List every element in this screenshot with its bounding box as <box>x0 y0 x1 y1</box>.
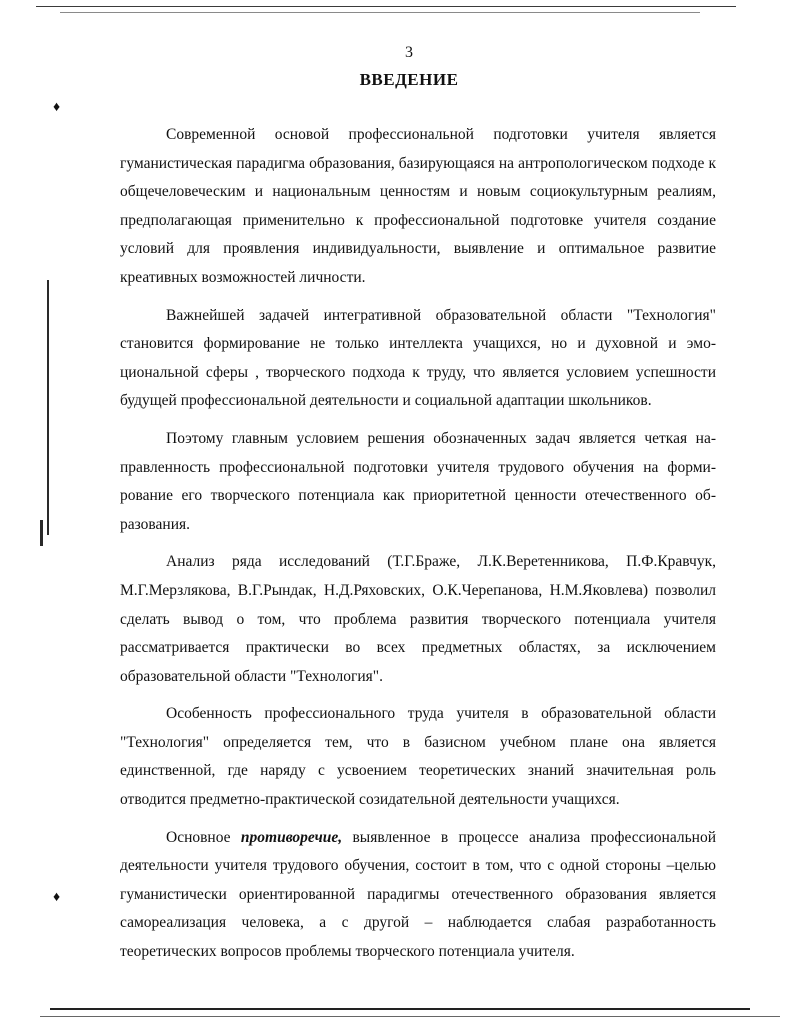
scan-edge-top-faint <box>60 12 700 13</box>
page-title: ВВЕДЕНИЕ <box>359 70 459 89</box>
scan-edge-bottom <box>50 1008 750 1010</box>
scan-edge-bottom-faint <box>40 1016 780 1017</box>
margin-binding-tick <box>40 520 43 546</box>
margin-binding-mark <box>47 280 49 535</box>
paragraph-task: Важнейшей задачей интегративной образовательной области "Технология" становится формирование не только интеллекта учащихся, но и духовной и эмоциональной сферы , творческого подхода к труду, что является условием успешности будущей профессиональной деятельности и социальной адаптации школьников. <box>120 306 716 410</box>
paragraph-intro: Современной основой профессиональной подготовки учителя является гуманистическая парадигма образования, базирующаяся на антропологическом подходе к общечеловеческим и национальным ценностям и новым социокультурным реалиям, предполагающая применительно к профессиональной подготовке учителя создание условий для проявления индивидуальности, выявление и оптимальное развитие креативных возможностей личности. <box>120 126 716 286</box>
paragraph-analysis: Анализ ряда исследований (Т.Г.Браже, Л.К.Веретенникова, П.Ф.Кравчук, М.Г.Мерзлякова, В.Г.Рындак, Н.Д.Ряховских, О.К.Черепанова, Н.М.Яковлева) позволил сделать вывод о том, что проблема развития творческого потенциала учителя рассматривается практически во всех предметных областях, за исключением образовательной области "Технология". <box>120 553 716 685</box>
contradiction-emphasis: противоречие, <box>240 828 343 846</box>
margin-bullet-bottom: ♦ <box>53 890 61 905</box>
paragraph-condition: Поэтому главным условием решения обозначенных задач является четкая направленность профессиональной подготовки учителя трудового обучения на формирование его творческого потенциала как приоритетной ценности отечественного образования. <box>120 429 716 533</box>
document-body <box>120 121 716 967</box>
contradiction-rest: выявленное в процессе анализа профессиональной деятельности учителя трудового обучения, состоит в том, что с одной стороны –целью гуманистически ориентированной парадигмы отечественного образования является самореализация человека, а с другой – наблюдается слабая разработанность теоретических вопросов проблемы творческого потенциала учителя. <box>120 828 716 961</box>
scan-edge-top <box>36 6 736 7</box>
page-number: 3 <box>405 44 413 61</box>
paragraph-contradiction <box>120 824 716 967</box>
contradiction-lead: Основное <box>166 828 241 846</box>
paragraph-feature: Особенность профессионального труда учителя в образовательной области "Технология" определяется тем, что в базисном учебном плане она является единственной, где наряду с усвоением теоретических знаний значительная роль отводится предметно-практической созидательной деятельности учащихся. <box>120 705 716 809</box>
margin-bullet-top: ♦ <box>53 100 61 115</box>
